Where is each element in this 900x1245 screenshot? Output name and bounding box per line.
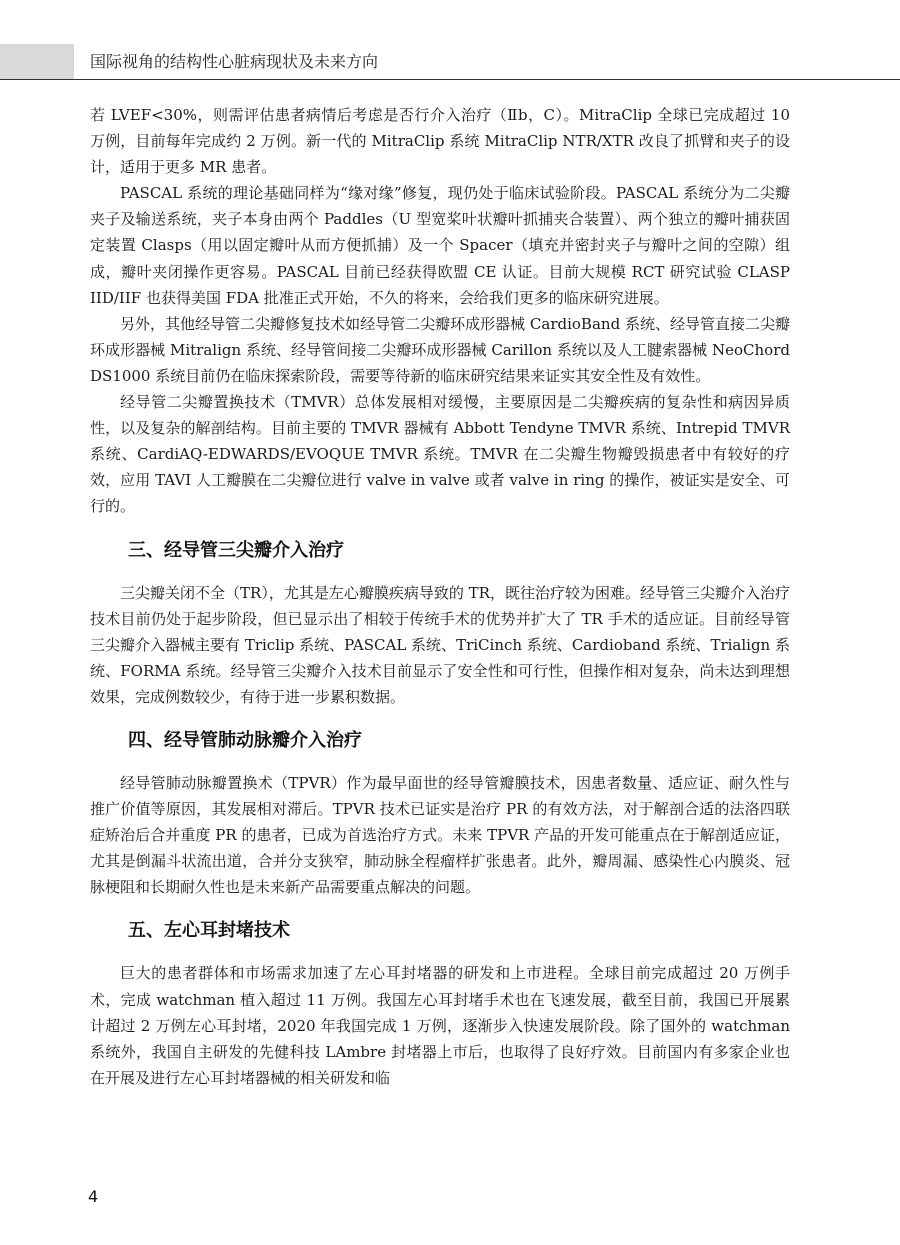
paragraph-other-repair: 另外，其他经导管二尖瓣修复技术如经导管二尖瓣环成形器械 CardioBand 系统、经导管直接二尖瓣环成形器械 Mitralign 系统、经导管间接二尖瓣环成形器械 Carillon 系统以及人工腱索器械 NeoChord DS1000 系统目前仍在临床探索阶段，需要等待新的临床研究结果来证实其安全性及有效性。: [90, 314, 790, 385]
header-divider: [0, 79, 900, 80]
section-heading-pulmonary: 四、经导管肺动脉瓣介入治疗: [128, 729, 362, 751]
paragraph-mitraclip: 若 LVEF<30%，则需评估患者病情后考虑是否行介入治疗（Ⅱb，C）。MitraClip 全球已完成超过 10 万例，目前每年完成约 2 万例。新一代的 MitraClip 系统 MitraClip NTR/XTR 改良了抓臂和夹子的设计，适用于更多 MR 患者。: [90, 106, 790, 177]
paragraph-tricuspid: 三尖瓣关闭不全（TR），尤其是左心瓣膜疾病导致的 TR，既往治疗较为困难。经导管三尖瓣介入治疗技术目前仍处于起步阶段，但已显示出了相较于传统手术的优势并扩大了 TR 手术的适应证。目前经导管三尖瓣介入器械主要有 Triclip 系统、PASCAL 系统、TriCinch 系统、Cardioband 系统、Trialign 系统、FORMA 系统。经导管三尖瓣介入技术目前显示了安全性和可行性，但操作相对复杂，尚未达到理想效果，完成例数较少，有待于进一步累积数据。: [90, 583, 790, 706]
paragraph-pascal: PASCAL 系统的理论基础同样为“缘对缘”修复，现仍处于临床试验阶段。PASCAL 系统分为二尖瓣夹子及输送系统，夹子本身由两个 Paddles（U 型宽桨叶状瓣叶抓捕夹合装置）、两个独立的瓣叶捕获固定装置 Clasps（用以固定瓣叶从而方便抓捕）及一个 Spacer（填充并密封夹子与瓣叶之间的空隙）组成，瓣叶夹闭操作更容易。PASCAL 目前已经获得欧盟 CE 认证。目前大规模 RCT 研究试验 CLASP IID/IIF 也获得美国 FDA 批准正式开始，不久的将来，会给我们更多的临床研究进展。: [90, 184, 790, 307]
paragraph-laa: 巨大的患者群体和市场需求加速了左心耳封堵器的研发和上市进程。全球目前完成超过 20 万例手术，完成 watchman 植入超过 11 万例。我国左心耳封堵手术也在飞速发展，截至目前，我国已开展累计超过 2 万例左心耳封堵，2020 年我国完成 1 万例，逐渐步入快速发展阶段。除了国外的 watchman 系统外，我国自主研发的先健科技 LAmbre 封堵器上市后，也取得了良好疗效。目前国内有多家企业也在开展及进行左心耳封堵器械的相关研发和临: [90, 964, 790, 1087]
page-number: 4: [88, 1187, 99, 1206]
running-header-title: 国际视角的结构性心脏病现状及未来方向: [90, 52, 379, 71]
header-accent-band: [0, 44, 74, 80]
section-heading-tricuspid: 三、经导管三尖瓣介入治疗: [128, 539, 344, 561]
paragraph-tmvr: 经导管二尖瓣置换技术（TMVR）总体发展相对缓慢，主要原因是二尖瓣疾病的复杂性和病因异质性，以及复杂的解剖结构。目前主要的 TMVR 器械有 Abbott Tendyne TMVR 系统、Intrepid TMVR 系统、CardiAQ-EDWARDS/EVOQUE TMVR 系统。TMVR 在二尖瓣生物瓣毁损患者中有较好的疗效，应用 TAVI 人工瓣膜在二尖瓣位进行 valve in valve 或者 valve in ring 的操作，被证实是安全、可行的。: [90, 393, 790, 516]
paragraph-tpvr: 经导管肺动脉瓣置换术（TPVR）作为最早面世的经导管瓣膜技术，因患者数量、适应证、耐久性与推广价值等原因，其发展相对滞后。TPVR 技术已证实是治疗 PR 的有效方法，对于解剖合适的法洛四联症矫治后合并重度 PR 的患者，已成为首选治疗方式。未来 TPVR 产品的开发可能重点在于解剖适应证，尤其是倒漏斗状流出道，合并分支狭窄，肺动脉全程瘤样扩张患者。此外，瓣周漏、感染性心内膜炎、冠脉梗阻和长期耐久性也是未来新产品需要重点解决的问题。: [90, 773, 790, 897]
page-body: [90, 102, 790, 1091]
section-heading-laa: 五、左心耳封堵技术: [128, 920, 290, 942]
